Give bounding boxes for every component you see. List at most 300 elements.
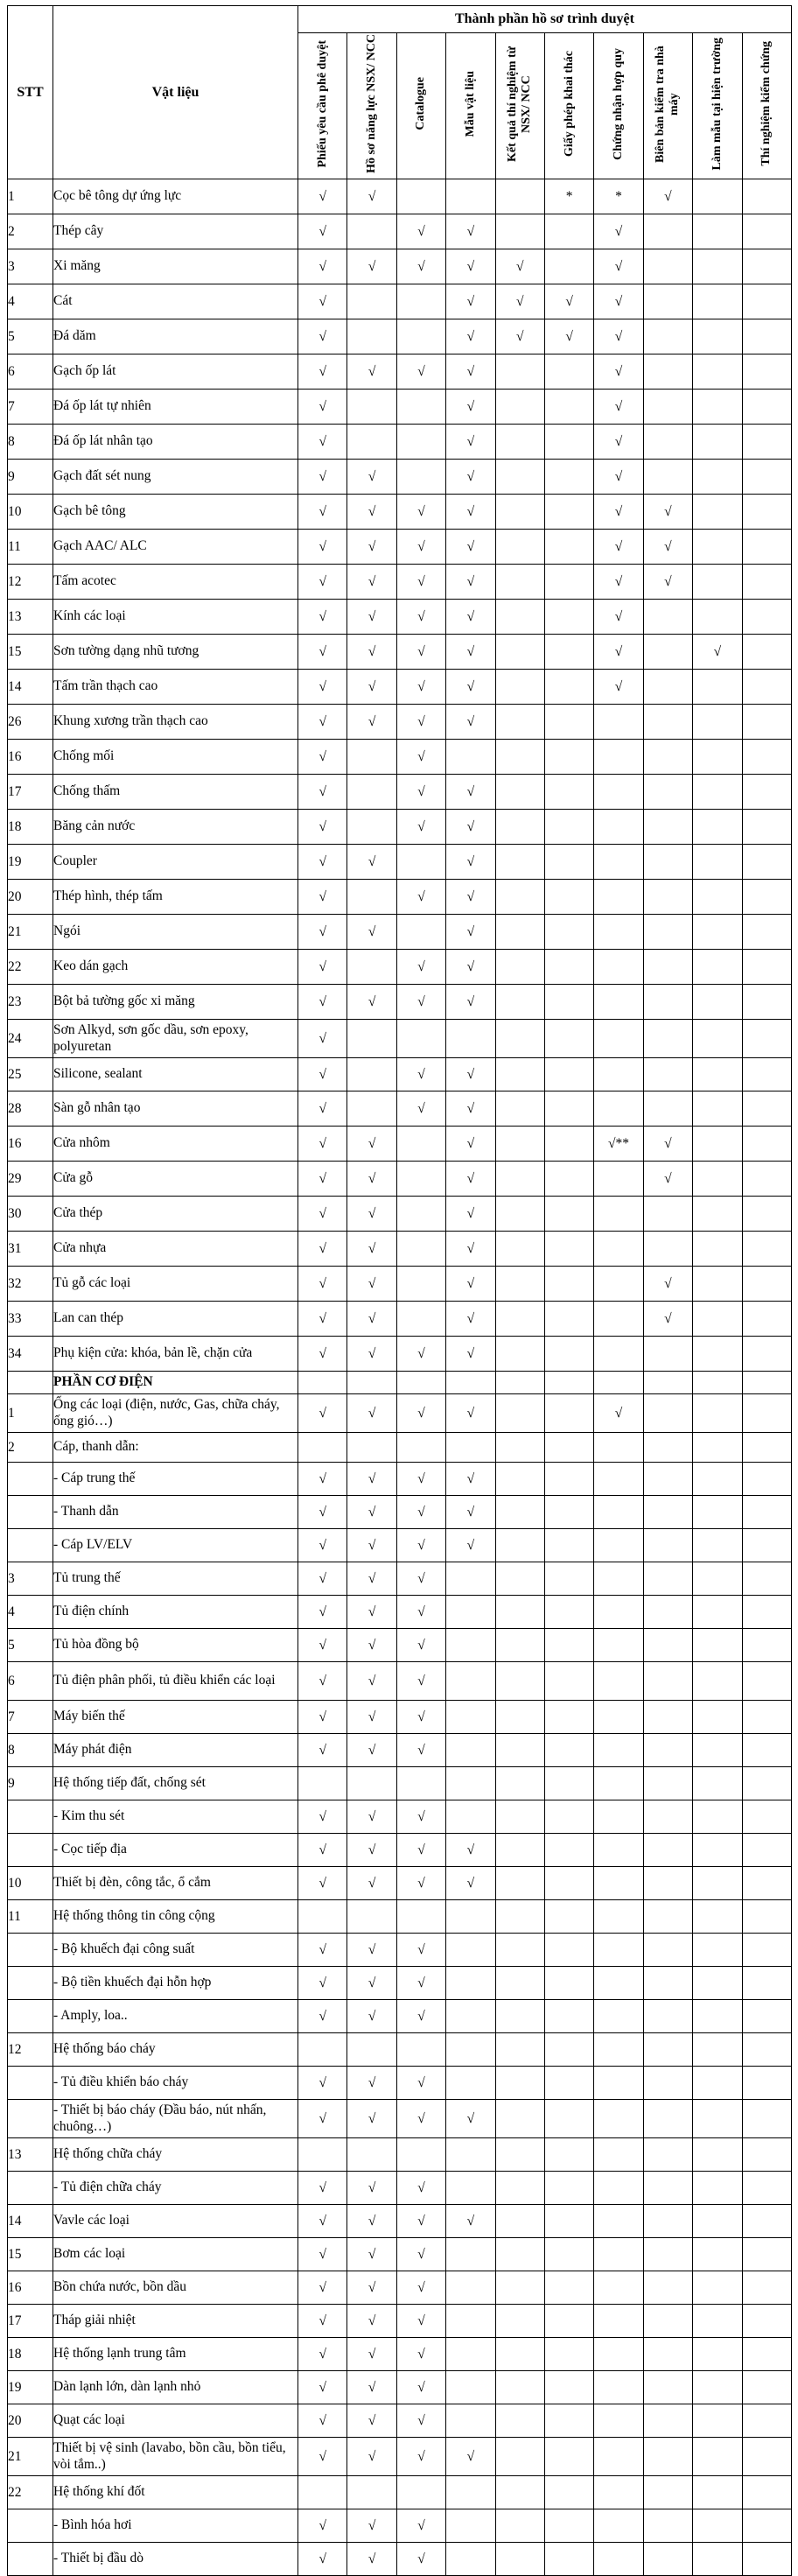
row-mark-cell: √	[594, 425, 643, 460]
row-mark-cell: √	[594, 249, 643, 284]
row-mark-cell: √	[347, 1127, 396, 1162]
table-row	[8, 635, 792, 670]
column-header: Làm mẫu tại hiện trường	[693, 33, 742, 179]
table-row	[8, 1091, 792, 1127]
table-row	[8, 2100, 792, 2138]
row-mark-cell	[693, 1596, 742, 1629]
row-material: Hệ thống báo cháy	[53, 2033, 298, 2067]
table-row	[8, 1127, 792, 1162]
table-row	[8, 1767, 792, 1800]
row-mark-cell	[594, 2371, 643, 2404]
row-mark-cell: √	[347, 179, 396, 214]
row-mark-cell	[594, 1091, 643, 1127]
row-mark-cell	[495, 1020, 544, 1058]
row-mark-cell	[544, 600, 593, 635]
row-mark-cell: √	[298, 985, 347, 1020]
row-stt: 6	[8, 1662, 53, 1701]
row-mark-cell	[693, 985, 742, 1020]
row-material: Kính các loại	[53, 600, 298, 635]
row-mark-cell	[742, 495, 791, 530]
row-mark-cell	[693, 179, 742, 214]
row-mark-cell	[742, 2404, 791, 2438]
row-mark-cell	[446, 2476, 495, 2509]
row-mark-cell	[742, 1596, 791, 1629]
row-stt: 1	[8, 1394, 53, 1433]
row-mark-cell	[742, 915, 791, 950]
row-mark-cell: √	[396, 1967, 445, 2000]
row-mark-cell	[742, 2033, 791, 2067]
row-mark-cell: √	[347, 670, 396, 705]
row-mark-cell	[544, 775, 593, 810]
row-mark-cell	[594, 1562, 643, 1596]
row-mark-cell: √	[446, 354, 495, 390]
row-mark-cell: √	[347, 2543, 396, 2576]
row-mark-cell	[742, 319, 791, 354]
row-mark-cell: √	[298, 2305, 347, 2338]
row-mark-cell: √	[298, 530, 347, 565]
row-stt: 10	[8, 1867, 53, 1900]
row-mark-cell: √	[396, 2338, 445, 2371]
row-stt: 22	[8, 2476, 53, 2509]
row-mark-cell: √	[298, 1629, 347, 1662]
row-material: - Cọc tiếp địa	[53, 1834, 298, 1867]
row-mark-cell	[594, 1767, 643, 1800]
row-mark-cell	[742, 1302, 791, 1337]
row-mark-cell: √	[643, 179, 692, 214]
row-mark-cell	[594, 985, 643, 1020]
row-mark-cell: √	[298, 670, 347, 705]
row-stt	[8, 2000, 53, 2033]
row-mark-cell	[742, 1197, 791, 1232]
row-mark-cell	[544, 249, 593, 284]
row-mark-cell: √	[544, 284, 593, 319]
row-mark-cell	[495, 635, 544, 670]
row-mark-cell: √	[347, 565, 396, 600]
row-mark-cell	[446, 2543, 495, 2576]
row-mark-cell	[643, 1967, 692, 2000]
table-row	[8, 1596, 792, 1629]
row-mark-cell	[643, 2238, 692, 2271]
row-mark-cell: √	[347, 1834, 396, 1867]
row-material: - Thanh dẫn	[53, 1496, 298, 1529]
row-mark-cell: √	[594, 284, 643, 319]
row-stt: 18	[8, 2338, 53, 2371]
column-header: Thí nghiệm kiểm chứng	[742, 33, 791, 179]
table-row	[8, 915, 792, 950]
row-mark-cell: √	[396, 2509, 445, 2543]
row-mark-cell	[396, 1267, 445, 1302]
row-mark-cell	[643, 2371, 692, 2404]
row-stt	[8, 1800, 53, 1834]
row-mark-cell: √	[643, 1127, 692, 1162]
row-mark-cell	[643, 740, 692, 775]
row-mark-cell: √	[298, 1020, 347, 1058]
row-mark-cell	[742, 1767, 791, 1800]
row-mark-cell	[446, 1433, 495, 1463]
table-row	[8, 425, 792, 460]
row-mark-cell	[446, 2138, 495, 2172]
table-row	[8, 1162, 792, 1197]
row-mark-cell: √	[446, 1394, 495, 1433]
row-mark-cell	[495, 1629, 544, 1662]
row-mark-cell	[693, 2172, 742, 2205]
row-mark-cell	[742, 1058, 791, 1091]
row-mark-cell	[643, 1091, 692, 1127]
row-material: Thiết bị vệ sinh (lavabo, bồn cầu, bồn tiểu, vòi tắm..)	[53, 2438, 298, 2476]
row-stt	[8, 1934, 53, 1967]
row-mark-cell: √	[396, 2271, 445, 2305]
row-mark-cell	[693, 775, 742, 810]
row-stt	[8, 1496, 53, 1529]
row-mark-cell	[594, 2205, 643, 2238]
row-mark-cell	[544, 1934, 593, 1967]
row-mark-cell: √	[298, 284, 347, 319]
table-body	[8, 179, 792, 2576]
row-mark-cell	[643, 1463, 692, 1496]
row-mark-cell: √	[643, 530, 692, 565]
table-row	[8, 2205, 792, 2238]
row-mark-cell	[495, 740, 544, 775]
row-mark-cell	[495, 1701, 544, 1734]
row-mark-cell	[347, 950, 396, 985]
row-mark-cell	[594, 2509, 643, 2543]
row-stt: 22	[8, 950, 53, 985]
row-stt: 7	[8, 390, 53, 425]
row-mark-cell	[742, 1372, 791, 1394]
row-stt: 8	[8, 425, 53, 460]
row-mark-cell	[643, 249, 692, 284]
row-mark-cell: √	[594, 390, 643, 425]
row-material: Máy phát điện	[53, 1734, 298, 1767]
row-mark-cell: √	[347, 2067, 396, 2100]
row-mark-cell	[693, 2000, 742, 2033]
row-stt	[8, 2172, 53, 2205]
row-mark-cell	[396, 1162, 445, 1197]
row-mark-cell: √	[446, 1232, 495, 1267]
row-mark-cell	[742, 2476, 791, 2509]
row-mark-cell	[347, 390, 396, 425]
row-mark-cell	[742, 1496, 791, 1529]
row-mark-cell	[742, 354, 791, 390]
row-mark-cell	[742, 2543, 791, 2576]
row-mark-cell: √	[396, 985, 445, 1020]
row-material: Phụ kiện cửa: khóa, bản lề, chặn cửa	[53, 1337, 298, 1372]
row-material: Tủ gỗ các loại	[53, 1267, 298, 1302]
row-mark-cell	[643, 2271, 692, 2305]
row-mark-cell	[643, 1767, 692, 1800]
row-mark-cell	[693, 1394, 742, 1433]
table-row	[8, 2509, 792, 2543]
row-mark-cell	[742, 1394, 791, 1433]
row-mark-cell	[594, 2138, 643, 2172]
row-mark-cell	[742, 2000, 791, 2033]
row-mark-cell	[742, 2205, 791, 2238]
row-mark-cell	[693, 1767, 742, 1800]
row-mark-cell	[495, 565, 544, 600]
row-mark-cell	[544, 495, 593, 530]
row-mark-cell	[693, 390, 742, 425]
row-mark-cell	[544, 1596, 593, 1629]
row-stt	[8, 1967, 53, 2000]
row-mark-cell	[544, 810, 593, 845]
row-mark-cell: √	[298, 740, 347, 775]
row-stt: 6	[8, 354, 53, 390]
row-mark-cell	[544, 2305, 593, 2338]
row-mark-cell	[396, 179, 445, 214]
row-material: - Thiết bị đầu dò	[53, 2543, 298, 2576]
row-mark-cell: √	[298, 425, 347, 460]
row-mark-cell	[742, 565, 791, 600]
row-material: Khung xương trần thạch cao	[53, 705, 298, 740]
row-mark-cell: √	[396, 635, 445, 670]
row-mark-cell	[594, 880, 643, 915]
row-mark-cell: √	[347, 495, 396, 530]
row-mark-cell	[495, 1267, 544, 1302]
row-mark-cell	[544, 1701, 593, 1734]
row-mark-cell: √	[347, 1701, 396, 1734]
row-mark-cell: √	[446, 985, 495, 1020]
row-mark-cell	[495, 2172, 544, 2205]
row-mark-cell	[742, 2438, 791, 2476]
row-mark-cell	[594, 1867, 643, 1900]
row-mark-cell: √	[396, 1529, 445, 1562]
row-mark-cell	[495, 845, 544, 880]
row-mark-cell	[594, 1967, 643, 2000]
row-mark-cell: √	[298, 2000, 347, 2033]
table-row	[8, 1967, 792, 2000]
row-mark-cell	[742, 1529, 791, 1562]
table-row	[8, 600, 792, 635]
row-mark-cell: √	[446, 1496, 495, 1529]
table-row	[8, 1800, 792, 1834]
row-mark-cell	[446, 2338, 495, 2371]
row-mark-cell	[643, 705, 692, 740]
row-material: Hệ thống tiếp đất, chống sét	[53, 1767, 298, 1800]
row-mark-cell	[544, 2100, 593, 2138]
row-material: Cửa gỗ	[53, 1162, 298, 1197]
row-mark-cell	[594, 1662, 643, 1701]
row-mark-cell	[643, 1020, 692, 1058]
row-mark-cell: √	[396, 2000, 445, 2033]
row-material: Xi măng	[53, 249, 298, 284]
row-stt: 11	[8, 1900, 53, 1934]
row-mark-cell	[544, 2067, 593, 2100]
row-mark-cell: √	[298, 319, 347, 354]
row-mark-cell	[544, 635, 593, 670]
row-mark-cell: √	[446, 1091, 495, 1127]
row-stt: 33	[8, 1302, 53, 1337]
row-material: Keo dán gạch	[53, 950, 298, 985]
row-mark-cell	[643, 1197, 692, 1232]
row-mark-cell	[643, 1232, 692, 1267]
row-mark-cell: √	[396, 2305, 445, 2338]
row-mark-cell	[298, 2033, 347, 2067]
row-stt: 24	[8, 1020, 53, 1058]
row-mark-cell	[495, 2404, 544, 2438]
row-material: Đá ốp lát tự nhiên	[53, 390, 298, 425]
row-mark-cell	[396, 2033, 445, 2067]
row-mark-cell: √	[446, 390, 495, 425]
row-mark-cell: √	[396, 214, 445, 249]
row-mark-cell: *	[594, 179, 643, 214]
row-mark-cell: √	[347, 915, 396, 950]
row-mark-cell	[544, 1562, 593, 1596]
row-mark-cell: √	[298, 2371, 347, 2404]
row-mark-cell	[495, 1162, 544, 1197]
row-mark-cell: √	[446, 1463, 495, 1496]
row-mark-cell	[298, 2138, 347, 2172]
column-header: Mẫu vật liệu	[446, 33, 495, 179]
row-mark-cell	[594, 1302, 643, 1337]
row-mark-cell	[544, 1734, 593, 1767]
row-stt: 21	[8, 2438, 53, 2476]
row-stt: 30	[8, 1197, 53, 1232]
row-mark-cell	[594, 1372, 643, 1394]
row-mark-cell	[544, 2371, 593, 2404]
row-mark-cell: √	[396, 1734, 445, 1767]
row-material: - Kim thu sét	[53, 1800, 298, 1834]
row-mark-cell	[594, 1463, 643, 1496]
row-mark-cell: √	[446, 705, 495, 740]
row-mark-cell: √	[298, 460, 347, 495]
row-mark-cell	[693, 1900, 742, 1934]
row-mark-cell: √	[643, 1302, 692, 1337]
row-material: - Bình hóa hơi	[53, 2509, 298, 2543]
row-material: Sơn tường dạng nhũ tương	[53, 635, 298, 670]
row-mark-cell	[396, 845, 445, 880]
table-row	[8, 460, 792, 495]
table-row	[8, 880, 792, 915]
row-stt: 17	[8, 775, 53, 810]
table-row	[8, 810, 792, 845]
table-row	[8, 1020, 792, 1058]
row-mark-cell	[594, 1596, 643, 1629]
row-mark-cell	[396, 1302, 445, 1337]
row-mark-cell: √	[298, 2438, 347, 2476]
row-mark-cell: √	[347, 1302, 396, 1337]
row-stt: 3	[8, 1562, 53, 1596]
row-mark-cell	[643, 2000, 692, 2033]
row-mark-cell: √	[594, 600, 643, 635]
row-mark-cell: √	[446, 880, 495, 915]
row-mark-cell: √	[298, 1162, 347, 1197]
row-material: Vavle các loại	[53, 2205, 298, 2238]
row-mark-cell	[544, 670, 593, 705]
row-mark-cell: √	[396, 2371, 445, 2404]
row-mark-cell: √	[396, 1337, 445, 1372]
row-mark-cell	[544, 950, 593, 985]
row-stt: 9	[8, 460, 53, 495]
row-material: Bồn chứa nước, bồn dầu	[53, 2271, 298, 2305]
row-mark-cell	[742, 635, 791, 670]
row-mark-cell	[347, 1058, 396, 1091]
row-material: Chống thấm	[53, 775, 298, 810]
row-mark-cell: √	[396, 705, 445, 740]
table-row	[8, 495, 792, 530]
row-mark-cell: √	[347, 1629, 396, 1662]
row-mark-cell: √	[298, 705, 347, 740]
row-mark-cell	[693, 1701, 742, 1734]
row-material: - Tủ điện chữa cháy	[53, 2172, 298, 2205]
table-row	[8, 1302, 792, 1337]
row-material: Hệ thống khí đốt	[53, 2476, 298, 2509]
row-stt: 23	[8, 985, 53, 1020]
row-mark-cell	[495, 1197, 544, 1232]
row-mark-cell: √	[446, 915, 495, 950]
table-row	[8, 179, 792, 214]
row-mark-cell	[495, 2205, 544, 2238]
row-mark-cell	[693, 2476, 742, 2509]
row-mark-cell	[544, 1232, 593, 1267]
row-mark-cell	[643, 1562, 692, 1596]
row-material: Tủ điện phân phối, tủ điều khiển các loại	[53, 1662, 298, 1701]
row-stt	[8, 2067, 53, 2100]
row-mark-cell: √	[396, 1496, 445, 1529]
row-mark-cell	[742, 2100, 791, 2138]
row-mark-cell	[742, 775, 791, 810]
row-mark-cell: √	[298, 1337, 347, 1372]
row-mark-cell	[742, 284, 791, 319]
row-mark-cell: √	[347, 1934, 396, 1967]
row-mark-cell	[643, 2100, 692, 2138]
row-mark-cell	[544, 2438, 593, 2476]
row-stt: 11	[8, 530, 53, 565]
row-mark-cell	[643, 2033, 692, 2067]
row-mark-cell: √	[594, 319, 643, 354]
row-stt: 14	[8, 2205, 53, 2238]
row-material: Ngói	[53, 915, 298, 950]
row-mark-cell	[693, 249, 742, 284]
row-material: Lan can thép	[53, 1302, 298, 1337]
row-mark-cell: √	[298, 2205, 347, 2238]
row-stt	[8, 1834, 53, 1867]
row-mark-cell: √	[396, 249, 445, 284]
row-mark-cell	[396, 1900, 445, 1934]
row-mark-cell: √	[446, 530, 495, 565]
row-mark-cell	[693, 1058, 742, 1091]
row-mark-cell	[495, 1596, 544, 1629]
row-mark-cell	[693, 810, 742, 845]
row-mark-cell	[594, 2000, 643, 2033]
table-row	[8, 2371, 792, 2404]
row-mark-cell	[594, 1834, 643, 1867]
row-mark-cell	[495, 1734, 544, 1767]
table-row	[8, 354, 792, 390]
table-row	[8, 2271, 792, 2305]
row-mark-cell: √	[594, 214, 643, 249]
row-mark-cell: √	[298, 1662, 347, 1701]
row-stt: 32	[8, 1267, 53, 1302]
row-mark-cell: √	[347, 460, 396, 495]
row-mark-cell: √	[446, 1267, 495, 1302]
row-stt: 7	[8, 1701, 53, 1734]
row-mark-cell	[693, 950, 742, 985]
row-mark-cell: √	[298, 775, 347, 810]
row-mark-cell	[495, 915, 544, 950]
row-mark-cell	[495, 670, 544, 705]
row-mark-cell: √	[347, 1337, 396, 1372]
row-mark-cell	[742, 740, 791, 775]
row-mark-cell: √	[594, 635, 643, 670]
row-mark-cell	[693, 1463, 742, 1496]
row-mark-cell	[446, 2271, 495, 2305]
row-mark-cell: √	[298, 1800, 347, 1834]
row-stt: 10	[8, 495, 53, 530]
row-mark-cell	[643, 845, 692, 880]
row-mark-cell: √	[594, 1394, 643, 1433]
row-mark-cell	[544, 1529, 593, 1562]
row-stt: 25	[8, 1058, 53, 1091]
